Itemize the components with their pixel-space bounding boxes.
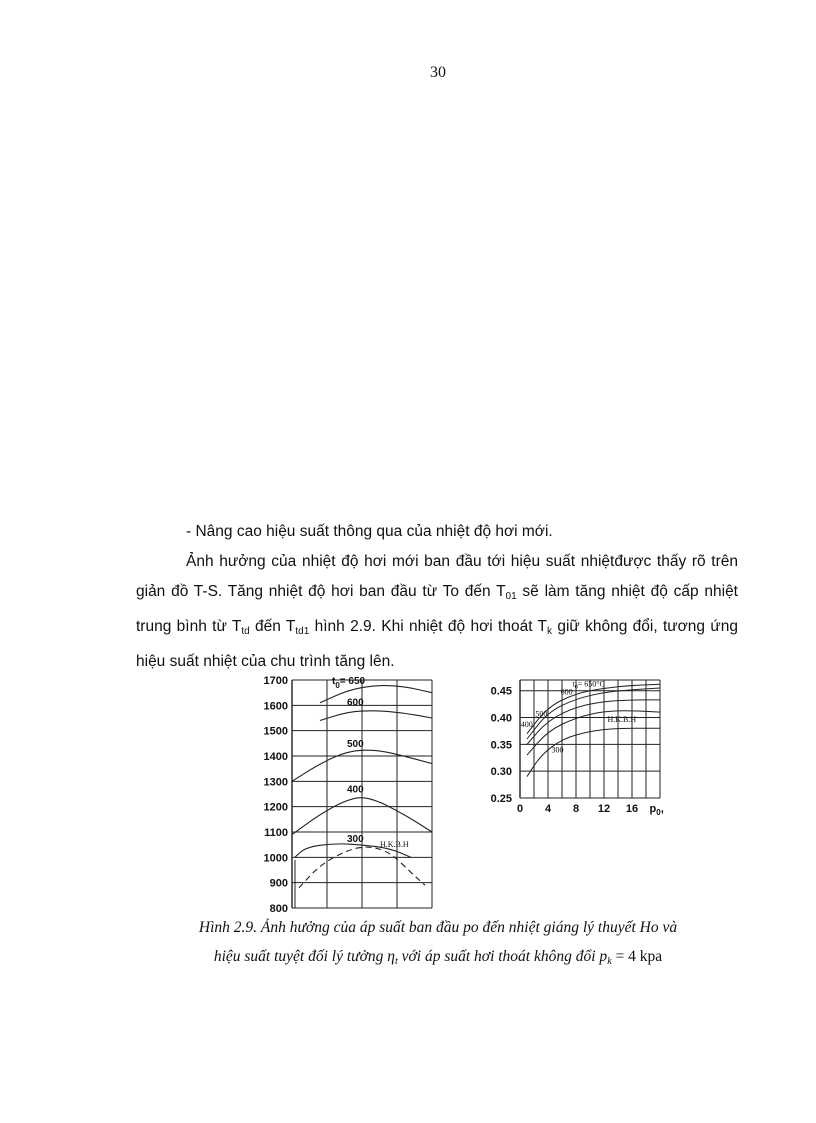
paragraph-body (136, 547, 738, 677)
para-sub: td1 (295, 626, 310, 637)
annotation-hkbh: H.K.B.H (607, 714, 637, 724)
y-tick-label: 1100 (264, 827, 288, 839)
caption-text: hiệu suất tuyệt đối lý tưởng η (213, 948, 395, 965)
para-text: hình 2.9. Khi nhiệt độ hơi thoát T (309, 618, 548, 635)
x-tick-label: 16 (625, 803, 639, 815)
figure-left-chart (250, 675, 450, 915)
para-text: giữ không đổi, tương ứng hiệu suất nhiệt của chu trình tăng lên. (136, 618, 738, 670)
y-tick-label: 900 (269, 877, 288, 890)
para-text: Ảnh hưởng của nhiệt độ hơi mới ban đầu tới hiệu suất nhiệtđược thấy rõ trên giản đồ T-S. Tăng nhiệt độ hơi ban đầu từ To đến T (136, 553, 738, 600)
series-label-400: 400 (347, 784, 364, 796)
figure-caption-line2 (100, 942, 776, 976)
series-label-300: 300 (347, 834, 364, 846)
y-tick-label: 1600 (263, 700, 288, 713)
series-label-300: 300 (551, 745, 564, 755)
y-tick-label: 1500 (263, 725, 288, 738)
caption-sub: t (394, 956, 398, 967)
figure-caption-line1: Hình 2.9. Ảnh hưởng của áp suất ban đầu po đến nhiệt giáng lý thuyết Ho và (198, 919, 678, 936)
x-tick-label: 4 (544, 803, 552, 815)
y-tick-label: 1000 (263, 852, 288, 865)
caption-text: = 4 (611, 948, 640, 965)
para-sub: k (547, 626, 553, 637)
y-tick-label: 1400 (263, 751, 288, 763)
para-sub: td (241, 626, 250, 637)
y-tick-label: 0.30 (490, 766, 512, 779)
y-tick-label: 0.40 (490, 712, 512, 725)
caption-text: với áp suất hơi thoát không đổi p (397, 948, 608, 965)
y-tick-label: 0.35 (490, 739, 512, 752)
series-label-500: 500 (347, 739, 364, 751)
series-label-400: 400 (520, 720, 533, 730)
page-number: 30 (430, 64, 446, 81)
series-label-650: $t_0= 650^\circ C$ (572, 679, 605, 691)
y-tick-label: 0.25 (490, 793, 512, 805)
x-tick-label: 12 (597, 803, 611, 815)
series-label-500: 500 (535, 709, 548, 719)
y-tick-label: 1300 (263, 776, 288, 789)
paragraph-heading-line: - Nâng cao hiệu suất thông qua của nhiệt độ hơi mới. (186, 523, 553, 540)
figure-right-chart (470, 675, 700, 815)
curve-500 (527, 700, 660, 745)
caption-unit: kpa (639, 948, 663, 965)
x-tick-label: 0 (516, 803, 524, 815)
x-axis-label: $p_0$, (649, 803, 664, 817)
y-tick-label: 800 (269, 903, 288, 915)
y-tick-label: 1200 (263, 801, 288, 814)
annotation-hkbh: H.K.B.H (380, 840, 409, 850)
left-chart-svg (250, 675, 450, 915)
para-text: đến T (249, 618, 296, 635)
para-sub: 01 (505, 591, 517, 602)
y-tick-label: 0.45 (490, 685, 512, 698)
x-tick-label: 8 (572, 803, 580, 815)
right-chart-svg (470, 675, 700, 815)
series-label-600: 600 (560, 687, 573, 697)
series-label-600: 600 (347, 697, 364, 709)
series-label-650: $t_0= 650$ (332, 675, 366, 690)
curve-600 (320, 711, 432, 721)
caption-sub: k (607, 956, 612, 967)
curve-300 (527, 728, 660, 776)
y-tick-label: 1700 (263, 675, 288, 687)
para-text: sẽ làm tăng nhiệt độ cấp nhiệt trung bình từ T (136, 583, 738, 635)
